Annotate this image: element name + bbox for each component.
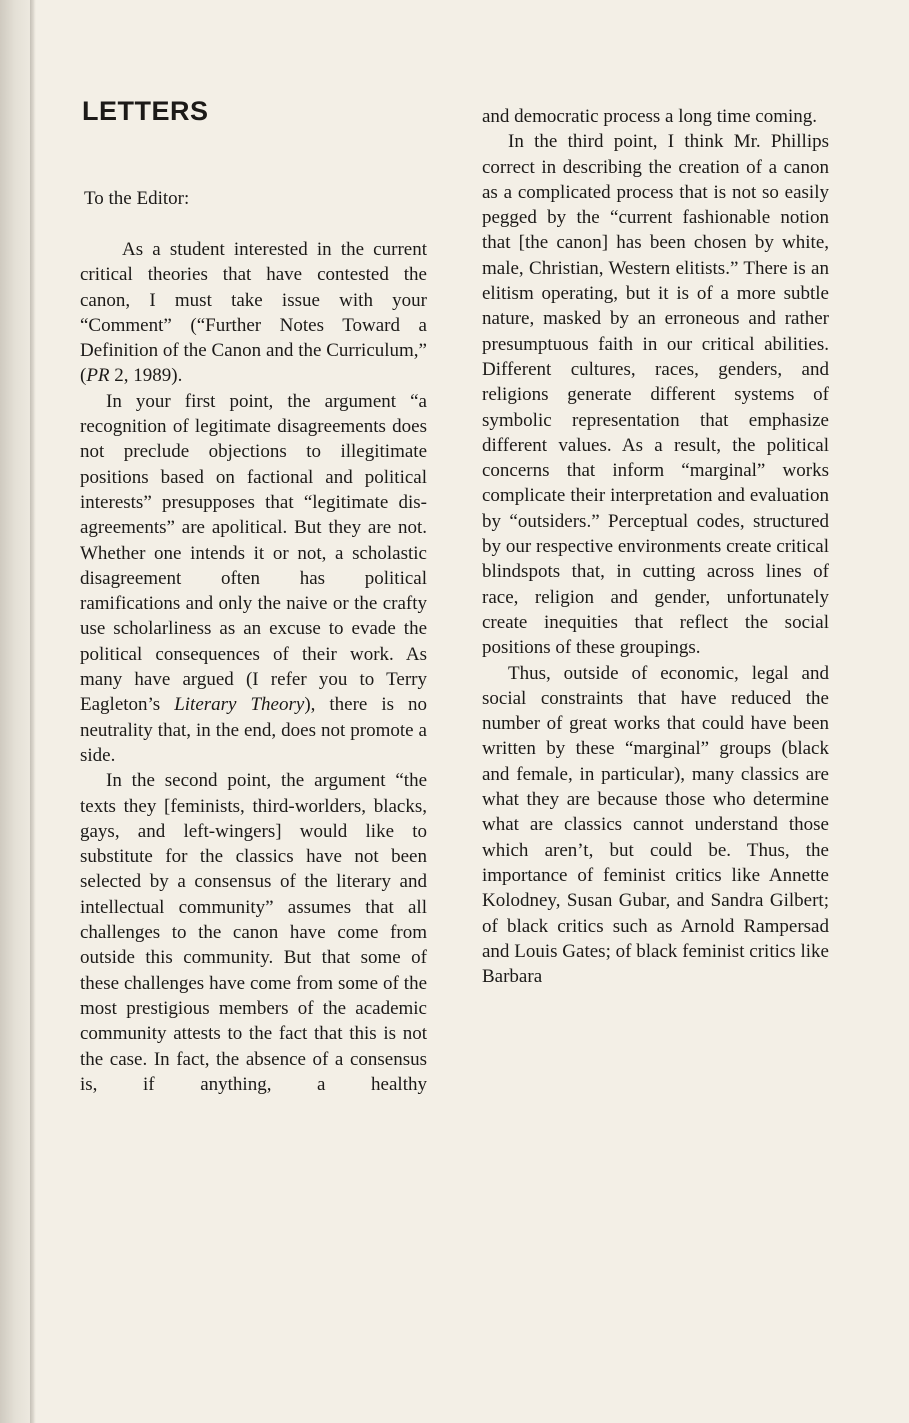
gutter-shadow — [30, 0, 36, 1423]
italic-title: PR — [86, 365, 110, 387]
book-spine-gutter — [0, 0, 34, 1423]
right-column — [482, 104, 829, 989]
italic-title: Literary Theory — [174, 694, 305, 716]
paragraph: In your first point, the argument “a recognition of legitimate disagreements does not preclude objections to illegitimate positions based on factional and political interests” presupposes that “legitimate disagreements” are apolitical. But they are not. Whether one intends it or not, a scholastic disagreement often has political ramifications and only the naive or the crafty use scholarliness as an excuse to evade the political consequences of their work. As many have argued (I refer you to Terry Eagleton’s Literary Theory), there is no neutrality that, in the end, does not promote a side. — [80, 390, 428, 766]
paragraph: In the third point, I think Mr. Phillips correct in describing the creation of a canon as a complicated process that is not so easily pegged by the “current fashionable notion that [the canon] has been chosen by white, male, Christian, Western elitists.” There is an elitism operating, but it is of a more subtle nature, masked by an erroneous and rather presumptuous faith in our critical abilities. Different cultures, races, genders, and religions generate different systems of symbolic representation that emphasize different values. As a result, the political concerns that inform “marginal” works complicate their interpretation and evaluation by “outsiders.” Perceptual codes, structured by our respective environments create critical blindspots that, in cutting across lines of race, religion and gender, unfortunately create inequities that reflect the social positions of these groupings. — [482, 131, 829, 659]
left-column — [80, 237, 427, 1097]
paragraph: As a student interested in the current critical theories that have contested the canon, I must take issue with your “Comment” (“Further Notes Toward a Definition of the Canon and the Curriculum,” (PR 2, 1989). — [80, 239, 427, 387]
paragraph: Thus, outside of economic, legal and social constraints that have reduced the number of great works that could have been written by these “marginal” groups (black and female, in particular), many classics are what they are because those who determine what are classics cannot understand those which aren’t, but could be. Thus, the importance of feminist critics like Annette Kolodney, Susan Gubar, and Sandra Gilbert; of black critics such as Arnold Rampersad and Louis Gates; of black feminist critics like Barbara — [482, 662, 829, 988]
paragraph: and democratic process a long time coming. — [482, 106, 818, 127]
salutation: To the Editor: — [84, 188, 190, 209]
paragraph: In the second point, the argument “the texts they [feminists, third-worlders, blacks, gays, and left-wingers] would like to substitute for the classics have not been selected by a consensus of the literary and intellectual community” assumes that all challenges to the canon have come from outside this community. But that some of these challenges have come from some of the most prestigious members of the academic community attests to the fact that this is not the case. In fact, the absence of a consensus is, if anything, a healthy — [80, 770, 427, 1095]
page-heading: LETTERS — [82, 96, 209, 126]
